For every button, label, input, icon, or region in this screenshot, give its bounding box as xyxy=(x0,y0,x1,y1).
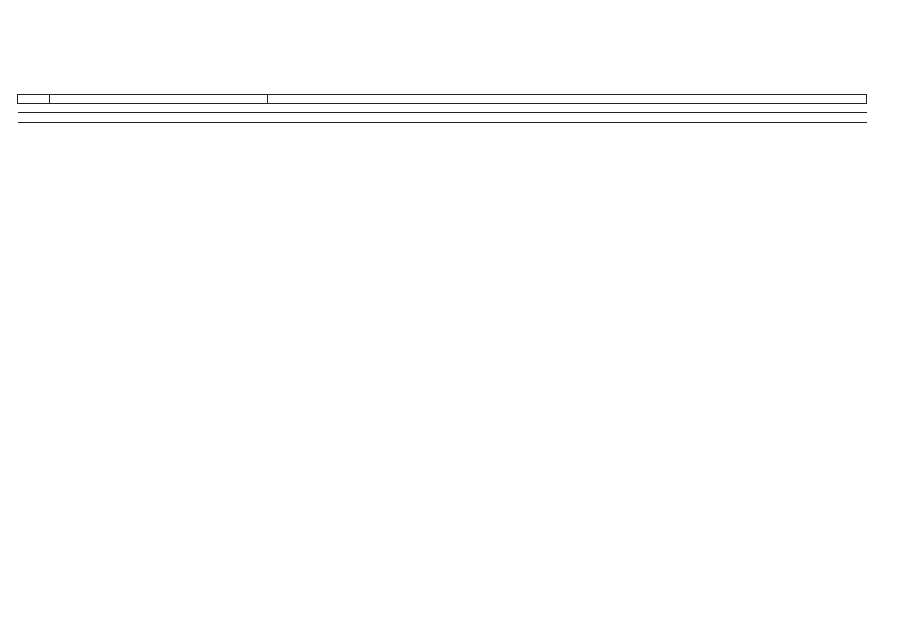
repair-table xyxy=(17,94,867,129)
section-title xyxy=(18,113,867,123)
table-body-section xyxy=(18,104,867,130)
document-body xyxy=(17,94,866,129)
table-row-gap xyxy=(18,123,867,130)
cell-number xyxy=(18,95,50,104)
table-row-spacer xyxy=(18,104,867,113)
section-row xyxy=(18,113,867,123)
cell-work xyxy=(268,95,867,104)
table-body-biysk xyxy=(18,95,867,104)
table-row-continuation xyxy=(18,95,867,104)
cell-address xyxy=(50,95,268,104)
